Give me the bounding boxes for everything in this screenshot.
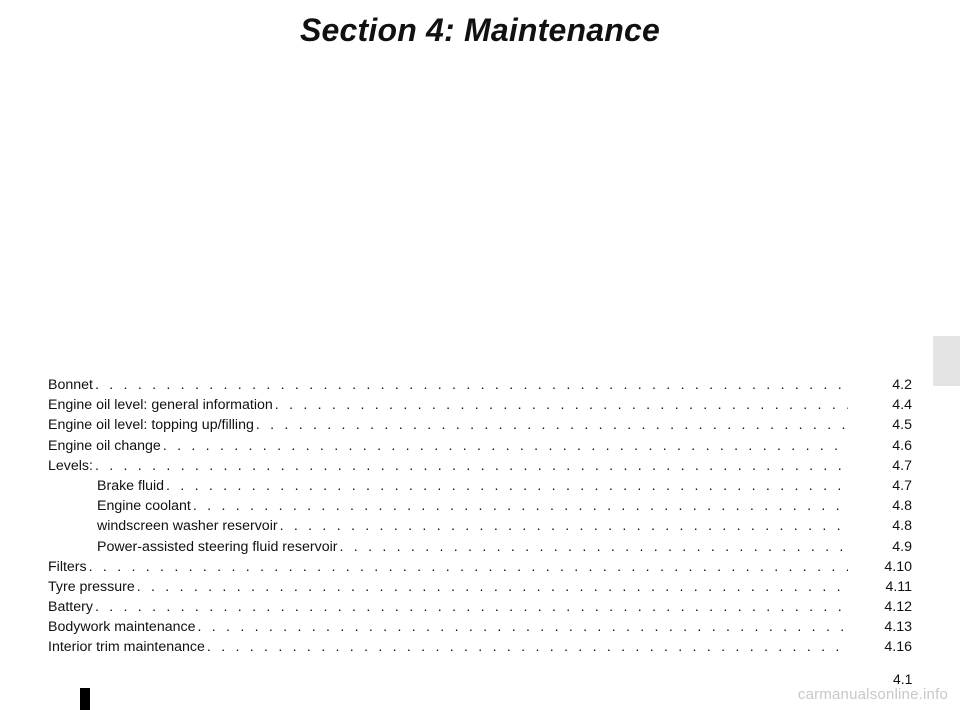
toc-entry-battery[interactable] [48, 597, 912, 617]
toc-entry-label: Battery [48, 599, 93, 616]
toc-leader-dots [205, 637, 848, 657]
toc-entry-label: windscreen washer reservoir [97, 518, 278, 535]
toc-entry-page: 4.12 [884, 599, 912, 616]
toc-entry-page: 4.4 [892, 397, 912, 414]
toc-entry-page: 4.11 [885, 578, 912, 595]
section-tab-marker [933, 336, 960, 386]
toc-leader-dots [161, 436, 848, 456]
toc-entry-page: 4.7 [892, 477, 912, 494]
toc-entry-page: 4.9 [892, 538, 912, 555]
toc-leader-dots [254, 415, 848, 435]
toc-entry-label: Tyre pressure [48, 578, 135, 595]
toc-leader-dots [164, 476, 848, 496]
toc-entry-page: 4.8 [892, 518, 912, 535]
toc-leader-dots [135, 577, 848, 597]
toc-entry-page: 4.2 [892, 377, 912, 393]
toc-entry-label: Brake fluid [97, 477, 165, 494]
watermark: carmanualsonline.info [797, 686, 948, 703]
page-title: Section 4: Maintenance [299, 12, 661, 48]
toc-entry-engine-oil-general[interactable] [48, 395, 912, 415]
toc-entry-bonnet[interactable] [48, 375, 912, 395]
toc-entry-engine-oil-topping[interactable] [48, 415, 912, 435]
toc-leader-dots [195, 617, 848, 637]
toc-entry-label: Engine oil level: topping up/filling [48, 417, 254, 434]
toc-entry-label: Power-assisted steering fluid reservoir [97, 538, 338, 555]
toc-entry-levels[interactable] [48, 456, 912, 476]
toc-entry-washer-reservoir[interactable] [48, 516, 912, 536]
toc-entry-label: Bodywork maintenance [48, 619, 196, 636]
toc-entry-engine-coolant[interactable] [48, 496, 912, 516]
toc-entry-tyre-pressure[interactable] [48, 577, 912, 597]
toc-entry-label: Engine coolant [97, 498, 191, 515]
toc-entry-label: Interior trim maintenance [48, 639, 205, 656]
toc-entry-page: 4.10 [884, 558, 912, 575]
toc-leader-dots [191, 496, 848, 516]
toc-entry-label: Engine oil level: general information [48, 397, 273, 414]
toc-entry-page: 4.16 [884, 639, 912, 656]
toc-leader-dots [338, 537, 849, 557]
toc-entry-steering-fluid[interactable] [48, 537, 912, 557]
toc-leader-dots [93, 456, 848, 476]
toc-leader-dots [93, 375, 848, 395]
toc-leader-dots [87, 557, 848, 577]
toc-entry-label: Levels: [48, 457, 93, 474]
toc-leader-dots [93, 597, 848, 617]
toc-entry-page: 4.13 [884, 619, 912, 636]
toc-entry-filters[interactable] [48, 557, 912, 577]
toc-entry-page: 4.7 [892, 457, 912, 474]
toc-entry-label: Filters [48, 558, 87, 575]
toc-entry-brake-fluid[interactable] [48, 476, 912, 496]
toc-leader-dots [278, 516, 848, 536]
toc-entry-label: Bonnet [48, 377, 93, 393]
page-number: 4.1 [893, 671, 913, 687]
toc-entry-page: 4.6 [892, 437, 912, 454]
toc-leader-dots [273, 395, 848, 415]
toc-entry-page: 4.5 [892, 417, 912, 434]
margin-bar-marker [80, 688, 90, 710]
toc-entry-page: 4.8 [892, 498, 912, 515]
table-of-contents [48, 375, 912, 658]
toc-entry-label: Engine oil change [48, 437, 161, 454]
toc-entry-bodywork[interactable] [48, 617, 912, 637]
toc-entry-engine-oil-change[interactable] [48, 436, 912, 456]
toc-entry-interior-trim[interactable] [48, 637, 912, 657]
